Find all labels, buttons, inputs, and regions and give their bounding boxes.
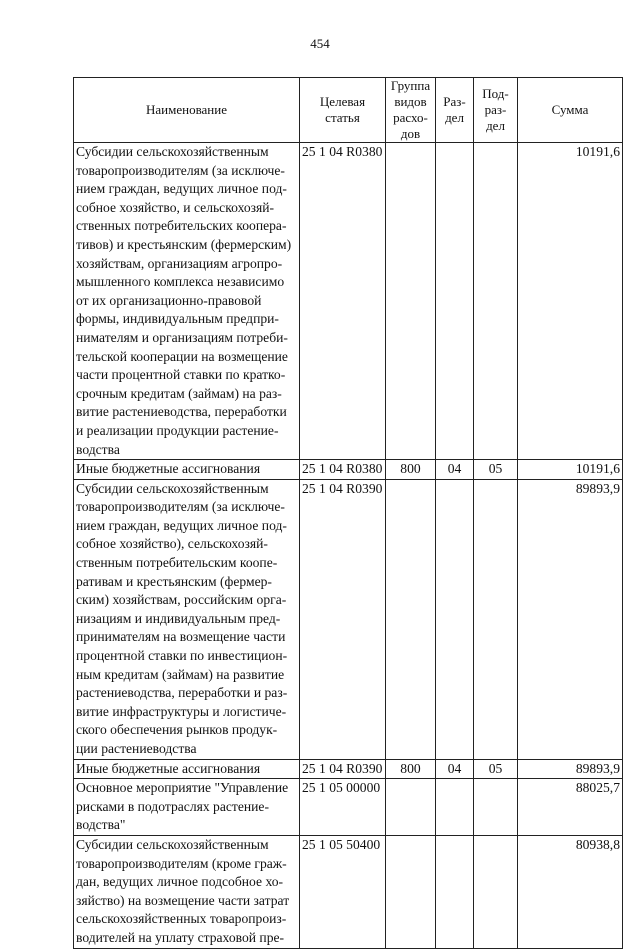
row-expense-group-cell (386, 779, 436, 836)
row-section-cell: 04 (436, 460, 474, 480)
row-section-cell (436, 835, 474, 948)
row-name-line: ским) хозяйствам, российским орга- (76, 592, 287, 608)
table-row (74, 835, 623, 948)
row-name-line: витие растениеводства, переработки (76, 404, 287, 420)
row-amount-cell: 89893,9 (518, 759, 623, 779)
row-name-cell (74, 835, 300, 948)
row-subsection-cell (474, 835, 518, 948)
row-name-line: товаропроизводителям (за исключе- (76, 162, 285, 178)
row-name-line: водства (76, 441, 120, 457)
row-section-cell (436, 143, 474, 460)
row-subsection-cell (474, 779, 518, 836)
row-name-line: Иные бюджетные ассигнования (76, 461, 261, 477)
row-name-line: принимателям на возмещение части (76, 629, 286, 645)
row-name-line: собное хозяйство, и сельскохозяй- (76, 199, 275, 215)
row-name-line: ным кредитам (займам) на развитие (76, 666, 285, 682)
row-amount-cell: 10191,6 (518, 460, 623, 480)
header-target-article: Целевая статья (300, 78, 386, 143)
row-name-line: зяйство) на возмещение части затрат (76, 892, 290, 908)
row-name-cell (74, 479, 300, 759)
row-name-line: мышленного комплекса независимо (76, 274, 285, 290)
row-subsection-cell (474, 143, 518, 460)
row-expense-group-cell: 800 (386, 759, 436, 779)
header-expense-group: Группа видов расхо- дов (386, 78, 436, 143)
row-name-line: нимателям и организациям потреби- (76, 329, 288, 345)
row-name-line: витие инфраструктуры и логистиче- (76, 703, 287, 719)
row-name-line: ственным потребительским коопе- (76, 555, 278, 571)
row-expense-group-cell: 800 (386, 460, 436, 480)
row-target-article-cell: 25 1 04 R0390 (300, 759, 386, 779)
table-body (74, 143, 623, 949)
table-row (74, 143, 623, 460)
row-expense-group-cell (386, 143, 436, 460)
row-target-article-cell: 25 1 04 R0390 (300, 479, 386, 759)
row-section-cell (436, 479, 474, 759)
row-subsection-cell (474, 479, 518, 759)
row-name-line: тивов) и крестьянским (фермерским) (76, 236, 292, 252)
row-target-article-cell: 25 1 04 R0380 (300, 460, 386, 480)
row-name-line: рисками в подотраслях растение- (76, 798, 269, 814)
table-header-row (74, 78, 623, 143)
row-amount-cell: 10191,6 (518, 143, 623, 460)
table-row (74, 759, 623, 779)
row-target-article-cell: 25 1 05 00000 (300, 779, 386, 836)
row-name-line: нием граждан, ведущих личное под- (76, 181, 287, 197)
row-name-line: водства" (76, 817, 126, 833)
row-name-line: Субсидии сельскохозяйственным (76, 836, 269, 852)
row-target-article-cell: 25 1 04 R0380 (300, 143, 386, 460)
row-name-line: формы, индивидуальным предпри- (76, 311, 279, 327)
row-name-line: низациям и индивидуальным пред- (76, 610, 281, 626)
row-name-line: ского обеспечения рынков продук- (76, 722, 278, 738)
row-name-line: собное хозяйство), сельскохозяй- (76, 536, 268, 552)
table-row (74, 779, 623, 836)
header-amount: Сумма (518, 78, 623, 143)
row-name-line: нием граждан, ведущих личное под- (76, 517, 287, 533)
row-expense-group-cell (386, 835, 436, 948)
header-section: Раз- дел (436, 78, 474, 143)
row-amount-cell: 80938,8 (518, 835, 623, 948)
row-amount-cell: 89893,9 (518, 479, 623, 759)
row-name-line: части процентной ставки по кратко- (76, 367, 286, 383)
row-name-line: дан, ведущих личное подсобное хо- (76, 874, 284, 890)
row-name-line: хозяйствам, организациям агропро- (76, 255, 283, 271)
row-name-line: товаропроизводителям (за исключе- (76, 499, 285, 515)
row-name-line: Субсидии сельскохозяйственным (76, 144, 269, 159)
row-name-cell (74, 143, 300, 460)
row-amount-cell: 88025,7 (518, 779, 623, 836)
row-section-cell: 04 (436, 759, 474, 779)
header-subsection: Под- раз- дел (474, 78, 518, 143)
row-name-cell (74, 759, 300, 779)
row-target-article-cell: 25 1 05 50400 (300, 835, 386, 948)
row-subsection-cell: 05 (474, 759, 518, 779)
row-name-line: и реализации продукции растение- (76, 422, 279, 438)
row-name-line: товаропроизводителям (кроме граж- (76, 855, 287, 871)
row-name-line: срочным кредитам (займам) на раз- (76, 385, 282, 401)
row-name-line: тельской кооперации на возмещение (76, 348, 288, 364)
table-row (74, 479, 623, 759)
budget-table (73, 77, 623, 949)
row-name-line: Основное мероприятие "Управление (76, 780, 289, 796)
table-row (74, 460, 623, 480)
row-name-line: Иные бюджетные ассигнования (76, 760, 261, 776)
header-name: Наименование (74, 78, 300, 143)
row-section-cell (436, 779, 474, 836)
row-name-line: сельскохозяйственных товаропроиз- (76, 911, 287, 927)
row-name-line: водителей на уплату страховой пре- (76, 929, 285, 945)
row-name-line: от их организационно-правовой (76, 292, 262, 308)
row-name-line: процентной ставки по инвестицион- (76, 648, 288, 664)
row-name-line: Субсидии сельскохозяйственным (76, 480, 269, 496)
row-name-cell (74, 460, 300, 480)
row-subsection-cell: 05 (474, 460, 518, 480)
row-expense-group-cell (386, 479, 436, 759)
page-number: 454 (310, 36, 330, 51)
row-name-line: ции растениеводства (76, 741, 197, 756)
row-name-line: растениеводства, переработки и раз- (76, 685, 288, 701)
row-name-line: ственных потребительских коопера- (76, 218, 287, 234)
row-name-cell (74, 779, 300, 836)
row-name-line: ративам и крестьянским (фермер- (76, 573, 272, 589)
